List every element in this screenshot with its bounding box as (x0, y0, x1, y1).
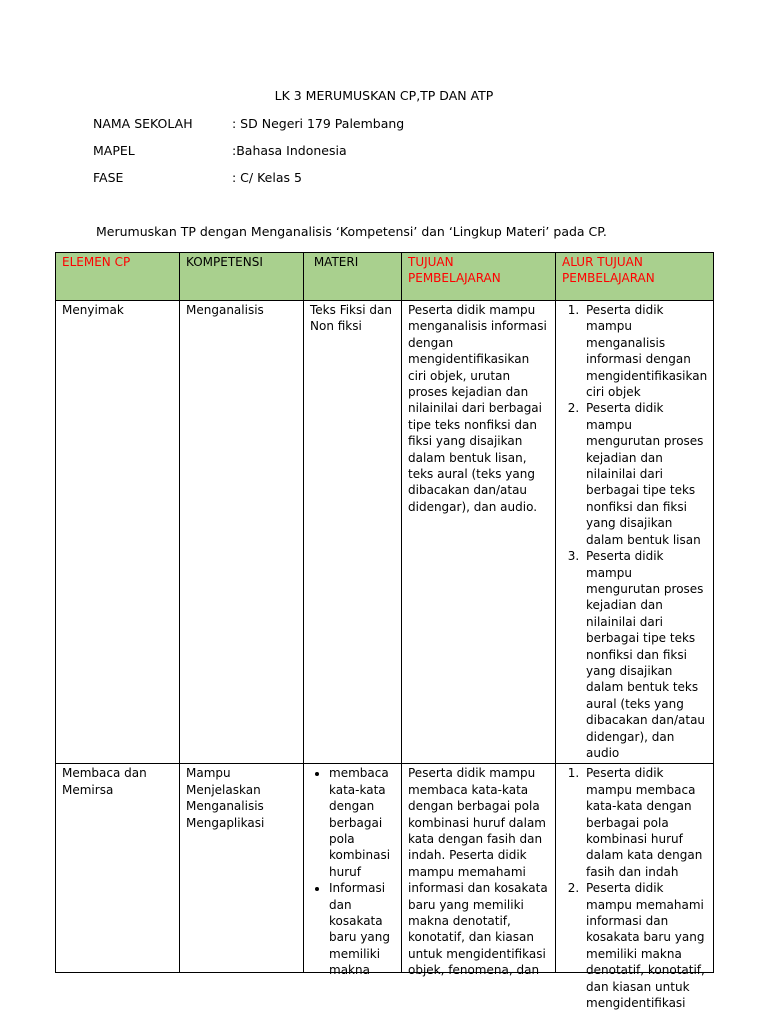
table-row (56, 764, 714, 973)
info-row-phase (93, 170, 302, 185)
table-header-row (56, 253, 714, 301)
info-label: MAPEL (93, 143, 135, 158)
info-row-subject (93, 143, 347, 158)
header-elemen-cp: ELEMEN CP (56, 253, 180, 301)
list-item: • Informasi dan kosakata baru yang memiliki makna (329, 880, 395, 978)
cell-kompetensi (180, 764, 304, 973)
cell-elemen (56, 764, 180, 973)
list-item: 2. Peserta didik mampu memahami informasi dan kosakata baru yang memiliki makna denotatif, konotatif, dan kiasan untuk mengidentifikasi (583, 880, 707, 1011)
info-label: FASE (93, 170, 124, 185)
cell-alur (556, 301, 714, 764)
info-value: : SD Negeri 179 Palembang (232, 116, 405, 131)
cell-materi (304, 764, 402, 978)
list-item: 1. Peserta didik mampu menganalisis informasi dengan mengidentifikasikan ciri objek (583, 302, 707, 400)
intro-text: Merumuskan TP dengan Menganalisis ‘Kompetensi’ dan ‘Lingkup Materi’ pada CP. (96, 224, 607, 239)
header-tujuan-pembelajaran: TUJUAN PEMBELAJARAN (402, 253, 556, 301)
cell-elemen: Menyimak (56, 301, 180, 764)
info-value: :Bahasa Indonesia (232, 143, 347, 158)
header-kompetensi: KOMPETENSI (180, 253, 304, 301)
list-item: • membaca kata-kata dengan berbagai pola kombinasi huruf (329, 765, 395, 880)
header-alur-tujuan-pembelajaran: ALUR TUJUAN PEMBELAJARAN (556, 253, 714, 301)
cell-text: Mampu Menjelaskan Menganalisis Mengaplikasi (186, 766, 265, 830)
cell-tujuan (402, 764, 556, 978)
list-item: 3. Peserta didik mampu mengurutan proses kejadian dan nilainilai dari berbagai tipe teks nonfiksi dan fiksi yang disajikan dalam bentuk teks aural (teks yang dibacakan dan/atau didengar), dan audio (583, 548, 707, 761)
cell-alur (556, 764, 714, 1011)
info-label: NAMA SEKOLAH (93, 116, 193, 131)
cell-kompetensi: Menganalisis (180, 301, 304, 764)
list-item: 2. Peserta didik mampu mengurutan proses kejadian dan nilainilai dari berbagai tipe teks nonfiksi dan fiksi yang disajikan dalam bentuk lisan (583, 400, 707, 548)
cell-tujuan: Peserta didik mampu menganalisis informasi dengan mengidentifikasikan ciri objek, urutan proses kejadian dan nilainilai dari berbagai tipe teks nonfiksi dan fiksi yang disajikan dalam bentuk lisan, teks aural (teks yang dibacakan dan/atau didengar), dan audio. (402, 301, 556, 764)
header-materi: MATERI (304, 253, 402, 301)
cell-materi: Teks Fiksi dan Non fiksi (304, 301, 402, 764)
cell-text: Peserta didik mampu membaca kata-kata dengan berbagai pola kombinasi huruf dalam kata dengan fasih dan indah. Peserta didik mampu memahami informasi dan kosakata baru yang memiliki makna denotatif, konotatif, dan kiasan untuk mengidentifikasi objek, fenomena, dan (408, 766, 548, 978)
materi-list (310, 765, 395, 978)
cell-text: Membaca dan Memirsa (62, 766, 147, 797)
list-item: 1. Peserta didik mampu membaca kata-kata dengan berbagai pola kombinasi huruf dalam kata dengan fasih dan indah (583, 765, 707, 880)
table-row (56, 301, 714, 764)
info-row-school (93, 116, 404, 131)
info-value: : C/ Kelas 5 (232, 170, 302, 185)
alur-list (562, 765, 707, 1011)
document-title: LK 3 MERUMUSKAN CP,TP DAN ATP (274, 88, 494, 103)
cp-tp-atp-table (55, 252, 714, 1011)
alur-list (562, 302, 707, 761)
